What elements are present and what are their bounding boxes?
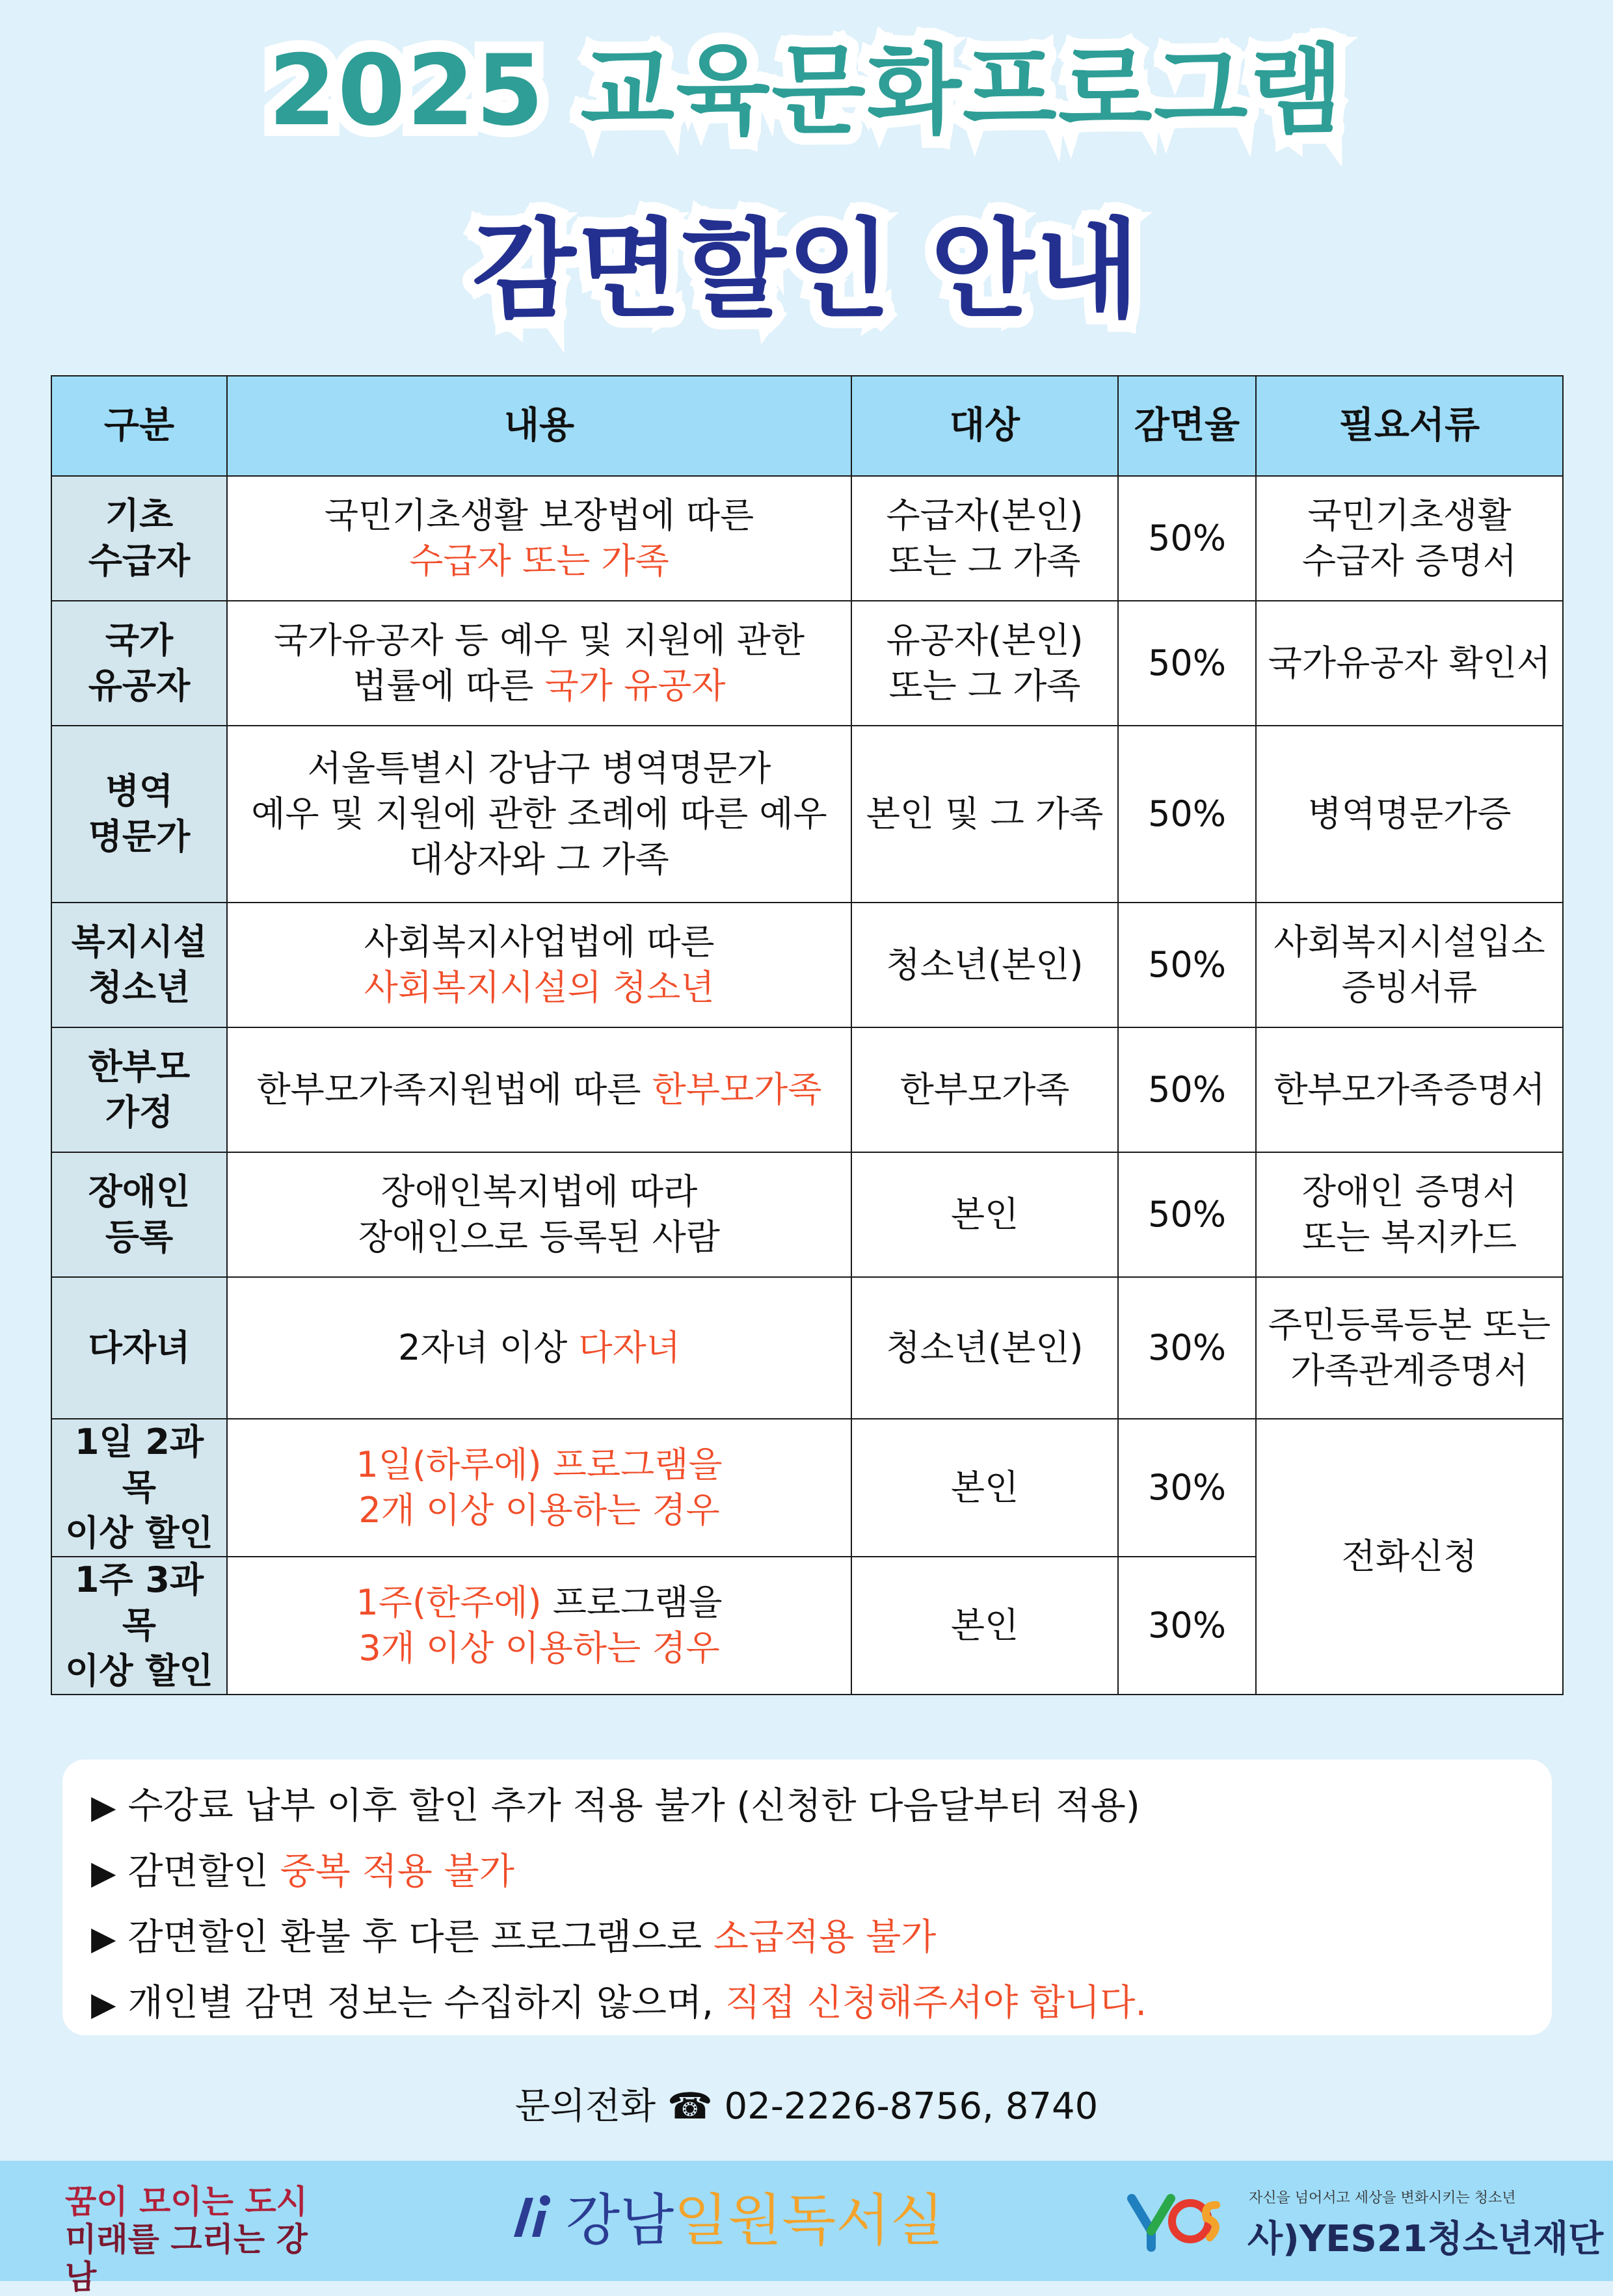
contact-label: 문의전화 — [514, 2085, 656, 2128]
documents-line: 장애인 증명서 — [1301, 1171, 1517, 1212]
row-rate: 50% — [1118, 903, 1256, 1027]
row-documents — [1256, 903, 1563, 1027]
documents-line: 증빙서류 — [1341, 967, 1478, 1008]
row-rate: 50% — [1118, 1027, 1256, 1152]
text-segment: 수강료 납부 이후 할인 추가 적용 불가 (신청한 다음달부터 적용) — [127, 1785, 1140, 1827]
category-line: 복지시설 — [71, 921, 207, 962]
content-line — [234, 791, 844, 837]
category-line: 이상 할인 — [65, 1650, 213, 1691]
row-target — [851, 1027, 1118, 1152]
highlight-text: 중복 적용 불가 — [280, 1851, 514, 1893]
text-segment: 프로그램을 — [541, 1582, 723, 1623]
documents-line: 가족관계증명서 — [1290, 1350, 1528, 1391]
header-documents: 필요서류 — [1256, 376, 1563, 476]
row-target — [851, 726, 1118, 903]
text-segment: 법률에 따른 — [353, 665, 545, 706]
yes21-emblem-icon — [1125, 2185, 1236, 2257]
target-line: 본인 — [950, 1194, 1019, 1235]
content-line — [234, 663, 844, 709]
text-segment: 장애인복지법에 따라 — [380, 1171, 698, 1212]
target-line: 또는 그 가족 — [888, 665, 1081, 706]
text-segment: 서울특별시 강남구 병역명문가 — [307, 748, 771, 789]
triangle-bullet-icon: ▶ — [91, 1920, 116, 1957]
row-target — [851, 1152, 1118, 1277]
highlight-text: 3개 이상 이용하는 경우 — [358, 1628, 720, 1669]
content-line — [234, 1580, 844, 1626]
highlight-text: 소급적용 불가 — [713, 1916, 937, 1959]
discount-table — [51, 375, 1564, 1695]
documents-line: 수급자 증명서 — [1301, 540, 1517, 581]
text-segment: 국가유공자 등 예우 및 지원에 관한 — [273, 620, 805, 661]
triangle-bullet-icon: ▶ — [91, 1788, 116, 1826]
row-rate: 50% — [1118, 1152, 1256, 1277]
phone-icon: ☎ — [667, 2085, 713, 2128]
category-line: 한부모 — [88, 1046, 191, 1087]
category-line: 다자녀 — [88, 1327, 191, 1368]
row-content — [227, 903, 851, 1027]
documents-line: 또는 복지카드 — [1301, 1217, 1517, 1258]
row-category — [51, 1152, 227, 1277]
highlight-text: 국가 유공자 — [544, 665, 726, 706]
documents-line: 국가유공자 확인서 — [1268, 642, 1551, 683]
content-line — [234, 1626, 844, 1671]
category-line: 기초 — [105, 495, 174, 536]
page-title: 감면할인 안내 — [472, 207, 1141, 332]
triangle-bullet-icon: ▶ — [91, 1985, 116, 2023]
foundation-name: 사)YES21청소년재단 — [1247, 2218, 1604, 2260]
highlight-text: 사회복지시설의 청소년 — [364, 967, 715, 1008]
row-content — [227, 1557, 851, 1695]
page-title-year: 2025 교육문화프로그램 — [268, 34, 1345, 148]
content-line — [234, 1215, 844, 1260]
text-segment: 2자녀 이상 — [398, 1327, 579, 1368]
slogan-line-2: 미래를 그리는 강남 — [65, 2221, 308, 2296]
triangle-bullet-icon: ▶ — [91, 1854, 116, 1892]
category-line: 이상 할인 — [65, 1512, 213, 1553]
row-rate: 30% — [1118, 1277, 1256, 1419]
header-rate: 감면율 — [1118, 376, 1256, 476]
row-documents — [1256, 1152, 1563, 1277]
row-content — [227, 1152, 851, 1277]
target-line: 또는 그 가족 — [888, 540, 1081, 581]
target-line: 청소년(본인) — [886, 944, 1084, 985]
table-row — [51, 1027, 1563, 1152]
row-target — [851, 1557, 1118, 1695]
reading-room-name-part1: 강남 — [566, 2188, 674, 2253]
slogan-line-1: 꿈이 모이는 도시 — [65, 2183, 308, 2221]
category-line: 명문가 — [88, 816, 191, 857]
documents-line: 국민기초생활 — [1307, 495, 1512, 536]
contact-numbers: 02-2226-8756, 8740 — [724, 2085, 1099, 2128]
content-line — [234, 919, 844, 965]
row-rate: 50% — [1118, 726, 1256, 903]
text-segment: 예우 및 지원에 관한 조례에 따른 예우 — [251, 793, 827, 834]
table-row — [51, 1419, 1563, 1557]
row-content — [227, 726, 851, 903]
documents-line: 전화신청 — [1341, 1536, 1478, 1577]
note-item — [91, 1774, 1552, 1840]
note-item — [91, 1971, 1552, 2037]
reading-room-emblem-icon — [507, 2191, 553, 2257]
row-category — [51, 601, 227, 726]
row-category — [51, 903, 227, 1027]
table-row — [51, 903, 1563, 1027]
content-line — [234, 1442, 844, 1488]
text-segment: 감면할인 환불 후 다른 프로그램으로 — [127, 1916, 713, 1959]
row-content — [227, 476, 851, 601]
gangnam-slogan-logo — [65, 2183, 338, 2296]
header-target: 대상 — [851, 376, 1118, 476]
documents-line: 병역명문가증 — [1307, 793, 1512, 834]
reading-room-name-part2: 일원독서실 — [674, 2188, 944, 2253]
text-segment: 개인별 감면 정보는 수집하지 않으며, — [127, 1982, 725, 2024]
row-category — [51, 726, 227, 903]
row-target — [851, 903, 1118, 1027]
row-documents — [1256, 1027, 1563, 1152]
row-rate: 30% — [1118, 1419, 1256, 1557]
highlight-text: 2개 이상 이용하는 경우 — [358, 1490, 720, 1531]
text-segment: 국민기초생활 보장법에 따른 — [324, 495, 754, 536]
documents-line: 사회복지시설입소 — [1273, 921, 1545, 962]
category-line: 수급자 — [88, 540, 191, 581]
text-segment: 한부모가족지원법에 따른 — [256, 1069, 652, 1110]
row-target — [851, 1277, 1118, 1419]
foundation-slogan: 자신을 넘어서고 세상을 변화시키는 청소년 — [1249, 2190, 1516, 2206]
highlight-text: 1일(하루에) 프로그램을 — [356, 1444, 723, 1485]
row-documents — [1256, 1277, 1563, 1419]
content-line — [234, 746, 844, 791]
row-documents — [1256, 476, 1563, 601]
row-documents — [1256, 1419, 1563, 1695]
target-line: 본인 — [950, 1467, 1019, 1508]
documents-line: 한부모가족증명서 — [1273, 1069, 1545, 1110]
text-segment: 감면할인 — [127, 1851, 280, 1893]
highlight-text: 다자녀 — [578, 1327, 680, 1368]
target-line: 본인 — [950, 1605, 1019, 1646]
row-target — [851, 601, 1118, 726]
note-item — [91, 1840, 1552, 1905]
highlight-text: 수급자 또는 가족 — [409, 540, 669, 581]
row-category — [51, 1277, 227, 1419]
table-row — [51, 1277, 1563, 1419]
row-content — [227, 1277, 851, 1419]
target-line: 본인 및 그 가족 — [866, 793, 1104, 834]
category-line: 병역 — [105, 771, 174, 812]
target-line: 청소년(본인) — [886, 1327, 1084, 1368]
content-line — [234, 493, 844, 538]
text-segment: 장애인으로 등록된 사람 — [358, 1217, 720, 1258]
footer-bar — [0, 2161, 1613, 2296]
target-line: 한부모가족 — [900, 1069, 1070, 1110]
content-line — [234, 1067, 844, 1113]
row-category — [51, 1419, 227, 1557]
row-rate: 50% — [1118, 476, 1256, 601]
text-segment: 사회복지사업법에 따른 — [364, 921, 715, 962]
header-category: 구분 — [51, 376, 227, 476]
content-line — [234, 1325, 844, 1371]
content-line — [234, 965, 844, 1010]
table-row — [51, 726, 1563, 903]
contact-line — [0, 2078, 1613, 2136]
row-target — [851, 1419, 1118, 1557]
content-line — [234, 1488, 844, 1533]
category-line: 가정 — [105, 1092, 174, 1133]
row-rate: 50% — [1118, 601, 1256, 726]
highlight-text: 한부모가족 — [652, 1069, 822, 1110]
highlight-text: 직접 신청해주셔야 합니다. — [725, 1982, 1147, 2024]
category-line: 국가 — [105, 620, 174, 661]
category-line: 청소년 — [88, 967, 191, 1008]
note-item — [91, 1905, 1552, 1971]
highlight-text: 1주(한주에) — [356, 1582, 542, 1623]
category-line: 장애인 — [88, 1171, 191, 1212]
category-line: 1주 3과목 — [74, 1559, 204, 1646]
content-line — [234, 618, 844, 663]
row-category — [51, 476, 227, 601]
reading-room-logo — [507, 2188, 944, 2257]
content-line — [234, 1169, 844, 1215]
table-body — [51, 476, 1563, 1695]
row-category — [51, 1557, 227, 1695]
row-category — [51, 1027, 227, 1152]
row-rate: 30% — [1118, 1557, 1256, 1695]
target-line: 유공자(본인) — [886, 620, 1084, 661]
table-row — [51, 601, 1563, 726]
row-target — [851, 476, 1118, 601]
text-segment: 대상자와 그 가족 — [409, 839, 669, 880]
table-header-row — [51, 376, 1563, 476]
target-line: 수급자(본인) — [886, 495, 1084, 536]
table-row — [51, 1152, 1563, 1277]
foundation-logo — [1125, 2185, 1604, 2260]
row-content — [227, 1027, 851, 1152]
content-line — [234, 538, 844, 584]
table-row — [51, 476, 1563, 601]
header-content: 내용 — [227, 376, 851, 476]
row-content — [227, 1419, 851, 1557]
row-documents — [1256, 726, 1563, 903]
documents-line: 주민등록등본 또는 — [1268, 1304, 1551, 1345]
notes-box — [62, 1760, 1552, 2035]
category-line: 등록 — [105, 1217, 174, 1258]
category-line: 유공자 — [88, 665, 191, 706]
row-content — [227, 601, 851, 726]
row-documents — [1256, 601, 1563, 726]
content-line — [234, 837, 844, 882]
category-line: 1일 2과목 — [74, 1421, 204, 1508]
